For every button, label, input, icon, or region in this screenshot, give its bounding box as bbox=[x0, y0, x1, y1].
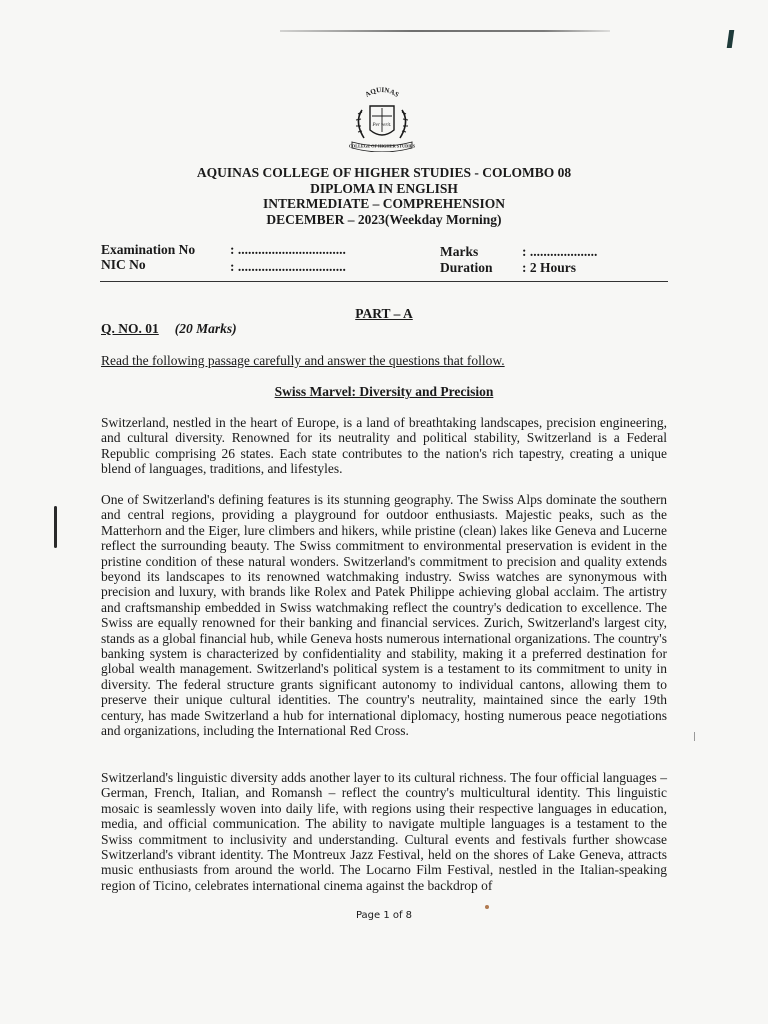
passage-paragraph-1: Switzerland, nestled in the heart of Europe, is a land of breathtaking landscapes, precision engineering, and cultural diversity. Renowned for its neutrality and political stability, Switzerland is a Federal Republic comprising 26 states. Each state contributes to the nation's rich tapestry, creating a unique blend of languages, traditions, and lifestyles. bbox=[101, 415, 667, 477]
question-number: Q. NO. 01 bbox=[101, 321, 159, 336]
instruction-text: Read the following passage carefully and answer the questions that follow. bbox=[101, 353, 505, 368]
part-title: PART – A bbox=[355, 306, 413, 321]
svg-text:AQUINAS bbox=[364, 86, 401, 99]
exam-no-field: : ................................ bbox=[230, 242, 346, 257]
exam-date: DECEMBER – 2023(Weekday Morning) bbox=[266, 211, 502, 227]
scan-artifact-mark bbox=[727, 30, 735, 48]
nic-label: NIC No bbox=[101, 257, 146, 272]
marks-label: Marks bbox=[440, 244, 479, 259]
exam-no-label: Examination No bbox=[101, 242, 196, 257]
program-name: DIPLOMA IN ENGLISH bbox=[310, 180, 458, 196]
crest-motto: Per verit. bbox=[372, 123, 392, 128]
question-heading bbox=[101, 321, 237, 337]
question-marks: (20 Marks) bbox=[174, 321, 237, 336]
passage-paragraph-3: Switzerland's linguistic diversity adds another layer to its cultural richness. The four official languages – German, French, Italian, and Romansh – reflect the country's multicultural identity. This linguistic mosaic is seamlessly woven into daily life, with regions using their respective languages in education, media, and official communication. The ability to navigate multiple languages is a testament to the Swiss commitment to inclusivity and understanding. Cultural events and festivals further showcase Switzerland's vibrant identity. The Montreux Jazz Festival, held on the shores of Lake Geneva, attracts music enthusiasts from around the world. The Locarno Film Festival, nestled in the Italian-speaking region of Ticino, celebrates international cinema against the backdrop of bbox=[101, 770, 667, 893]
ink-dot-mark bbox=[485, 905, 489, 909]
duration-value: : 2 Hours bbox=[522, 260, 576, 275]
college-crest-logo bbox=[340, 86, 424, 152]
marks-field: : .................... bbox=[522, 244, 598, 259]
college-name: AQUINAS COLLEGE OF HIGHER STUDIES - COLOMBO 08 bbox=[196, 165, 572, 180]
header-divider bbox=[100, 281, 668, 282]
passage-title: Swiss Marvel: Diversity and Precision bbox=[274, 384, 494, 399]
paper-name: INTERMEDIATE – COMPREHENSION bbox=[262, 196, 506, 211]
nic-field: : ................................ bbox=[230, 259, 346, 274]
page-number: Page 1 of 8 bbox=[355, 910, 413, 921]
margin-bracket-mark bbox=[54, 506, 57, 548]
crest-ribbon-text: COLLEGE OF HIGHER STUDIES bbox=[348, 143, 416, 149]
duration-label: Duration bbox=[440, 260, 493, 275]
scan-artifact-line bbox=[280, 30, 610, 32]
passage-paragraph-2: One of Switzerland's defining features is its stunning geography. The Swiss Alps dominate the southern and central regions, providing a playground for outdoor enthusiasts. Majestic peaks, such as the Matterhorn and the Eiger, lure climbers and hikers, while pristine (clean) lakes like Geneva and Lucerne reflect the surrounding beauty. The Swiss commitment to environmental preservation is evident in the pristine condition of these natural wonders. Switzerland's commitment to precision and quality extends beyond its landscapes to its renowned watchmaking industry. Swiss watches are synonymous with precision and luxury, with brands like Rolex and Patek Philippe achieving global acclaim. The artistry and craftsmanship embedded in Swiss watchmaking reflect the country's dedication to excellence. The Swiss are equally renowned for their banking and financial services. Zurich, Switzerland's largest city, stands as a global financial hub, while Geneva hosts numerous international organizations. The country's banking system is characterized by confidentiality and stability, making it a preferred destination for global wealth management. Switzerland's political system is a testament to its commitment to unity in diversity. The federal structure grants significant autonomy to individual cantons, allowing them to preserve their unique cultural identities. The country's neutrality, maintained since the early 19th century, has made Switzerland a hub for international diplomacy, hosting numerous peace negotiations and organizations, including the International Red Cross. bbox=[101, 492, 667, 739]
crest-arc-text: AQUINAS bbox=[363, 86, 401, 99]
margin-tick-mark bbox=[694, 732, 695, 741]
exam-header bbox=[100, 165, 668, 227]
